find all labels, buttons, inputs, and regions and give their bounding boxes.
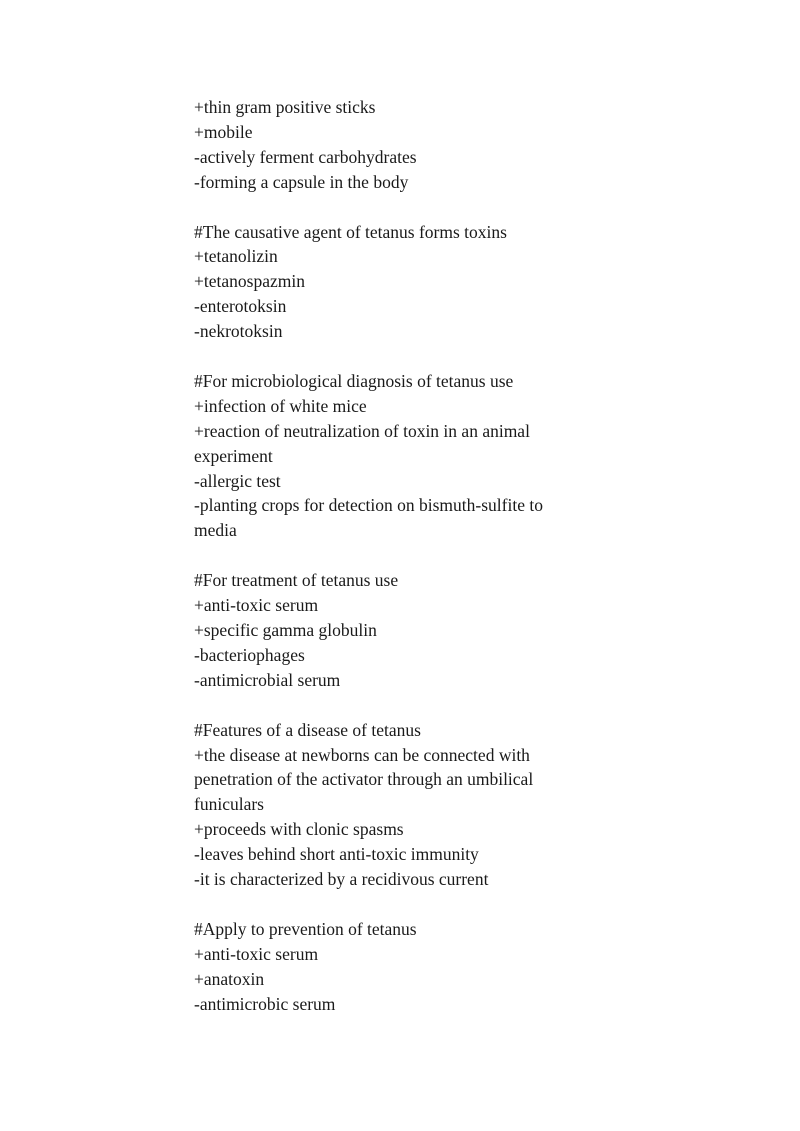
question-heading: #Features of a disease of tetanus xyxy=(194,719,421,740)
answer-option: +reaction of neutralization of toxin in an animal xyxy=(194,420,530,441)
answer-option: -allergic test xyxy=(194,470,281,491)
blank-line xyxy=(194,344,594,369)
answer-option: -actively ferment carbohydrates xyxy=(194,146,417,167)
answer-option-continuation: media xyxy=(194,520,237,541)
answer-option: +anti-toxic serum xyxy=(194,595,319,616)
blank-line xyxy=(194,693,594,718)
answer-option: -bacteriophages xyxy=(194,644,305,665)
blank-line xyxy=(194,195,594,220)
answer-option: +proceeds with clonic spasms xyxy=(194,819,404,840)
answer-option-continuation: experiment xyxy=(194,445,273,466)
answer-option: +the disease at newborns can be connected with xyxy=(194,744,530,765)
answer-option-continuation: penetration of the activator through an umbilical xyxy=(194,769,534,790)
question-heading: #For microbiological diagnosis of tetanus use xyxy=(194,370,514,391)
blank-line xyxy=(194,892,594,917)
answer-option: -antimicrobic serum xyxy=(194,993,336,1014)
answer-option: +anti-toxic serum xyxy=(194,943,319,964)
answer-option: +specific gamma globulin xyxy=(194,619,377,640)
answer-option-continuation: funiculars xyxy=(194,794,264,815)
answer-option: -enterotoksin xyxy=(194,296,287,317)
answer-option: -planting crops for detection on bismuth-sulfite to xyxy=(194,495,543,516)
answer-option: -it is characterized by a recidivous current xyxy=(194,869,489,890)
answer-option: -antimicrobial serum xyxy=(194,669,341,690)
blank-line xyxy=(194,543,594,568)
answer-option: +tetanospazmin xyxy=(194,271,305,292)
document-body xyxy=(194,95,594,1016)
answer-option: -leaves behind short anti-toxic immunity xyxy=(194,844,479,865)
question-heading: #Apply to prevention of tetanus xyxy=(194,918,417,939)
answer-option: +anatoxin xyxy=(194,968,265,989)
answer-option: +infection of white mice xyxy=(194,395,367,416)
question-heading: #The causative agent of tetanus forms toxins xyxy=(194,221,507,242)
question-heading: #For treatment of tetanus use xyxy=(194,570,399,591)
answer-option: -forming a capsule in the body xyxy=(194,171,409,192)
answer-option: +thin gram positive sticks xyxy=(194,97,376,117)
answer-option: +tetanolizin xyxy=(194,246,278,267)
answer-option: -nekrotoksin xyxy=(194,321,283,342)
answer-option: +mobile xyxy=(194,121,253,142)
